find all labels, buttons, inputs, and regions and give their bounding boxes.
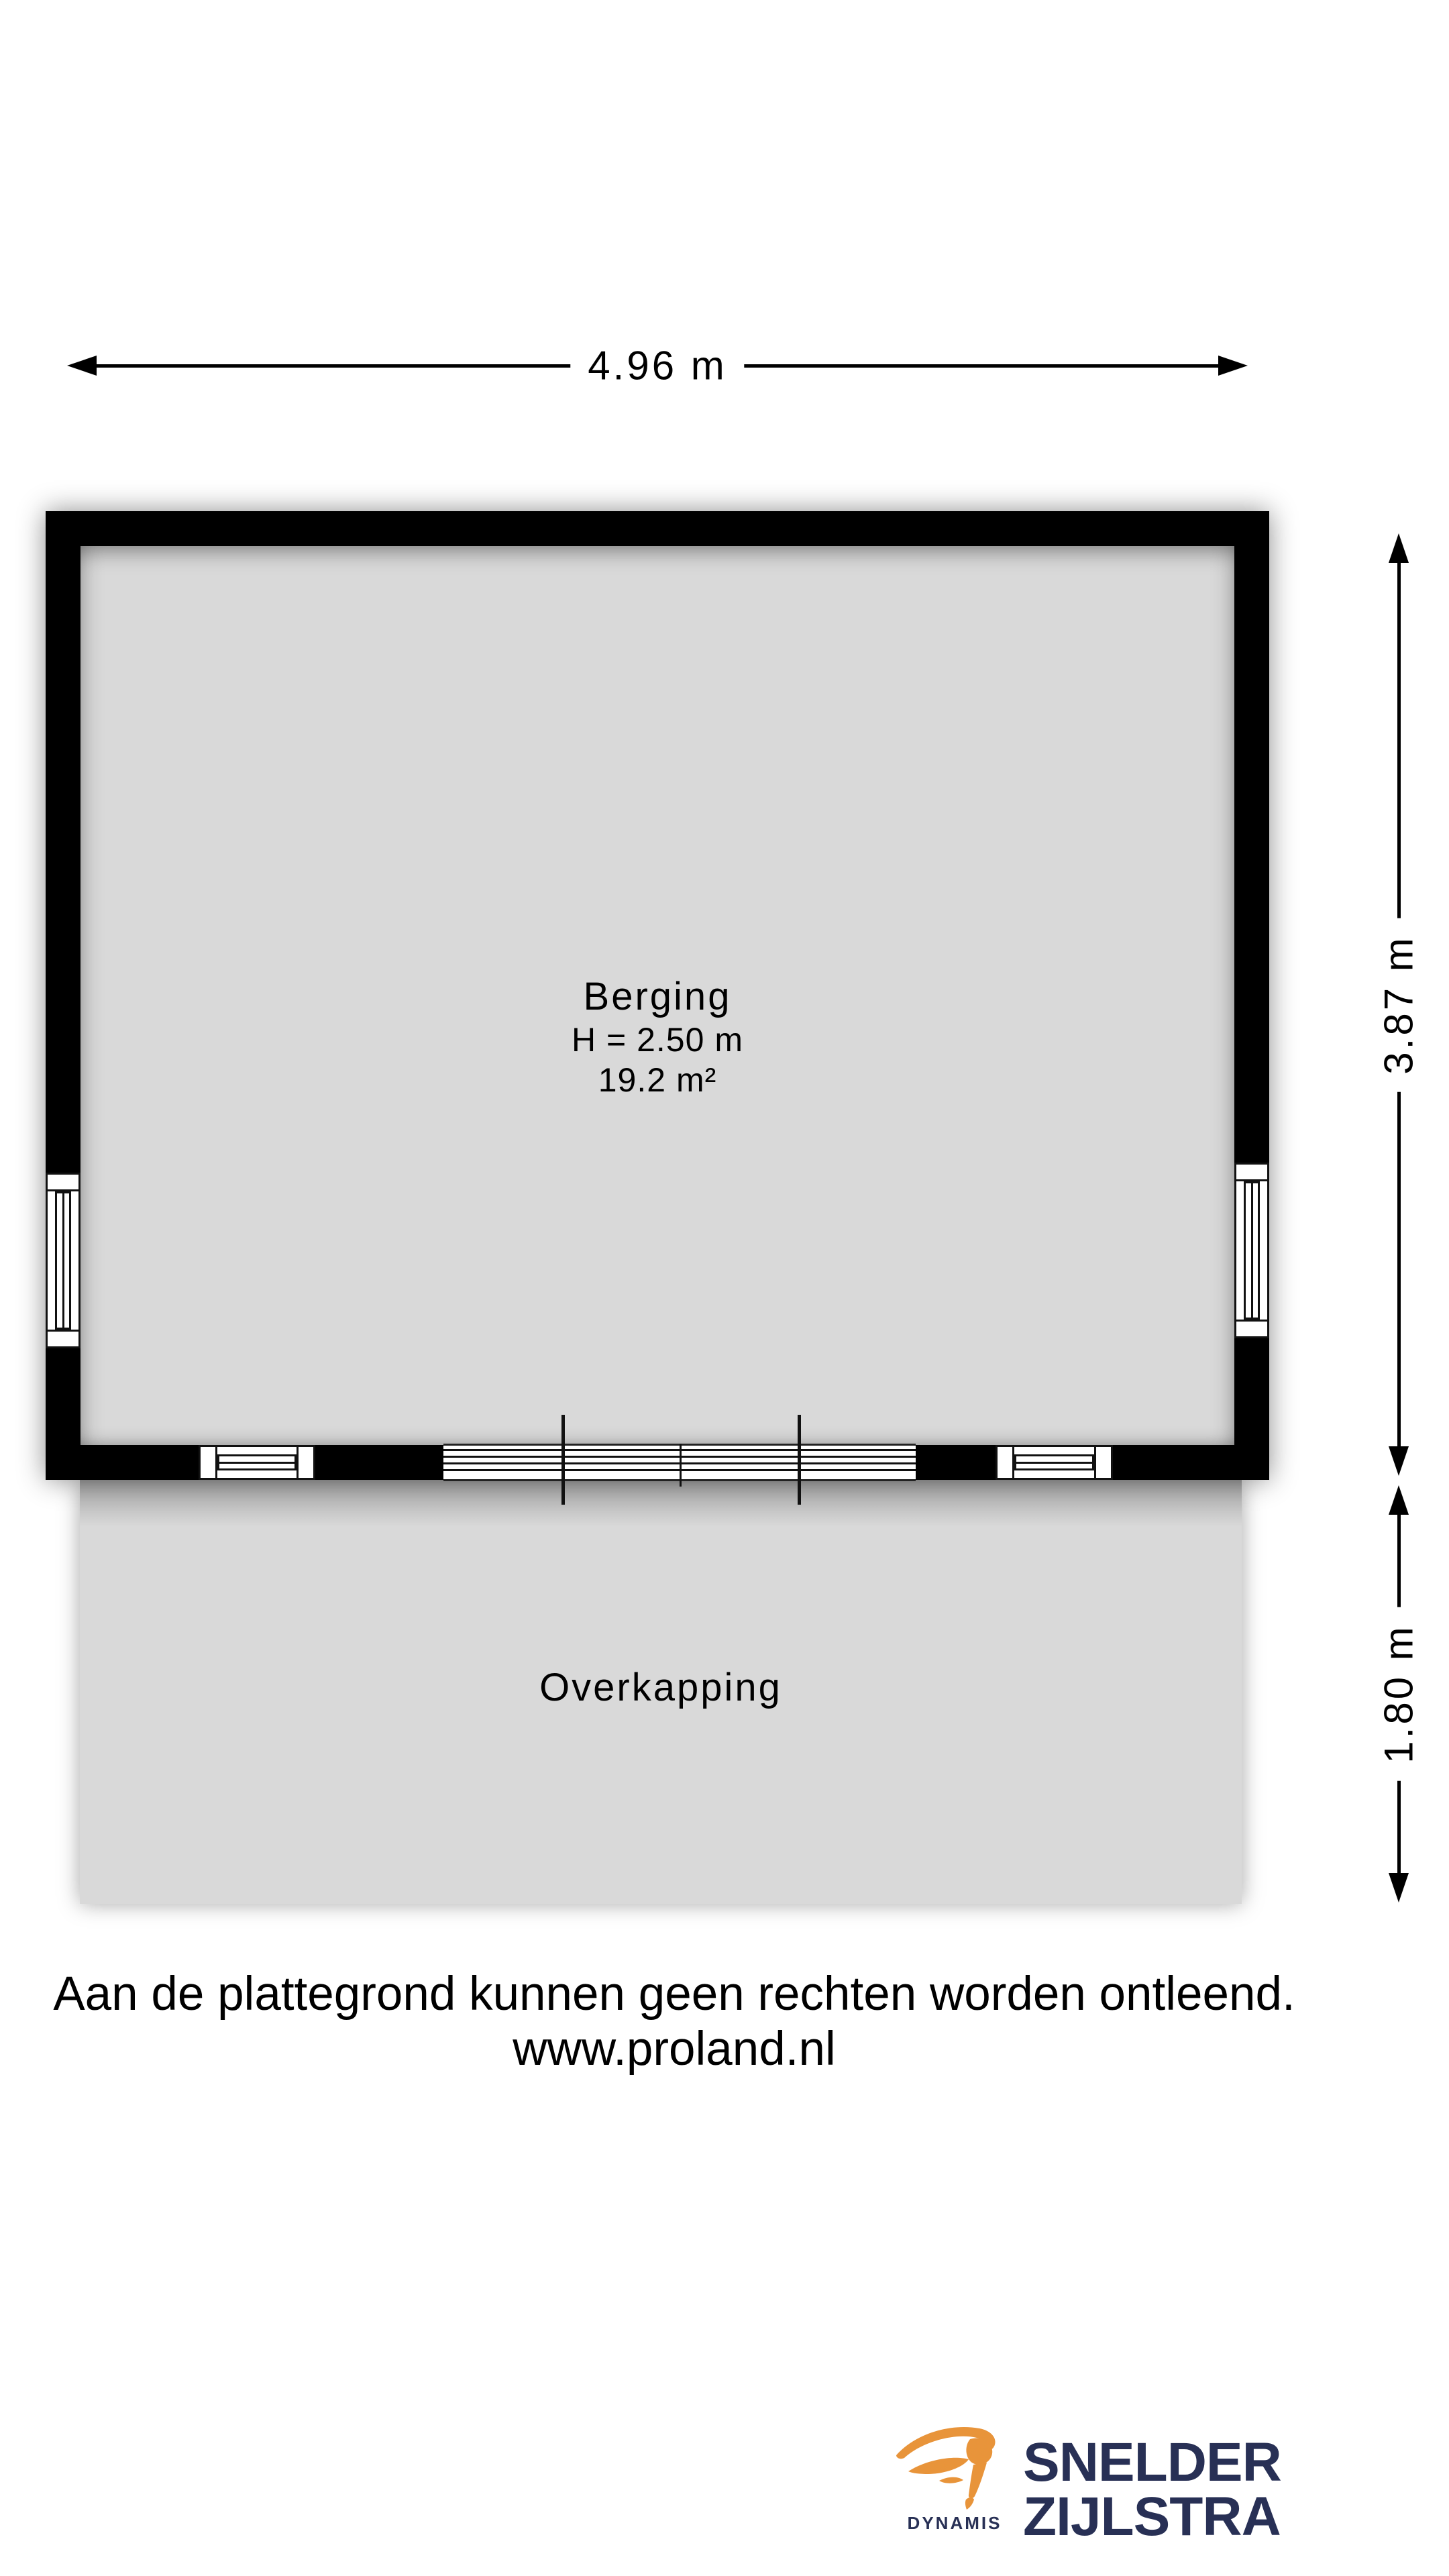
dimension-width-label: 4.96 m — [570, 343, 744, 389]
window-frame — [1236, 1320, 1267, 1322]
window-left-icon — [46, 1173, 80, 1348]
dynamis-wordmark: DYNAMIS — [907, 2513, 1002, 2533]
window-right-icon — [1234, 1163, 1269, 1338]
window-bottom-left-icon — [199, 1445, 315, 1480]
room-label-berging — [46, 974, 1269, 1100]
window-glass — [1014, 1454, 1094, 1470]
brand-line1: SNELDER — [1023, 2432, 1281, 2493]
website-text: www.proland.nl — [513, 2023, 836, 2076]
dimension-right-canopy — [1376, 1485, 1421, 1902]
room-name: Overkapping — [539, 1666, 782, 1709]
window-frame — [1094, 1447, 1096, 1478]
arrowhead-right-icon — [1218, 356, 1248, 376]
window-frame — [297, 1447, 299, 1478]
room-name: Berging — [583, 975, 732, 1018]
arrowhead-up-icon — [1389, 533, 1409, 563]
arrowhead-up-icon — [1389, 1485, 1409, 1515]
overkapping-area — [80, 1480, 1242, 1904]
dynamis-logo — [892, 2414, 1308, 2568]
footer-text — [0, 1967, 1348, 2077]
dimension-height-label: 3.87 m — [1376, 918, 1422, 1091]
building-berging — [46, 511, 1269, 1480]
window-bottom-right-icon — [996, 1445, 1113, 1480]
door-post-icon — [561, 1415, 565, 1505]
dimension-canopy-label: 1.80 m — [1376, 1607, 1422, 1780]
room-area: 19.2 m² — [598, 1061, 717, 1099]
room-ceiling-height: H = 2.50 m — [572, 1021, 743, 1059]
window-glass — [55, 1191, 71, 1330]
dimension-top-width — [67, 345, 1248, 386]
arrowhead-left-icon — [67, 356, 97, 376]
dimension-right-height — [1376, 533, 1421, 1476]
window-frame — [48, 1330, 78, 1332]
disclaimer-text: Aan de plattegrond kunnen geen rechten worden ontleend. — [53, 1968, 1295, 2021]
brand-line2: ZIJLSTRA — [1023, 2486, 1281, 2547]
door-post-icon — [798, 1415, 801, 1505]
dynamis-torch-icon — [895, 2420, 1009, 2518]
window-glass — [217, 1454, 297, 1470]
arrowhead-down-icon — [1389, 1446, 1409, 1476]
door-divider-icon — [680, 1444, 682, 1487]
room-label-overkapping — [80, 1665, 1242, 1711]
window-glass — [1244, 1181, 1260, 1320]
brand-name — [1023, 2432, 1281, 2547]
arrowhead-down-icon — [1389, 1873, 1409, 1902]
